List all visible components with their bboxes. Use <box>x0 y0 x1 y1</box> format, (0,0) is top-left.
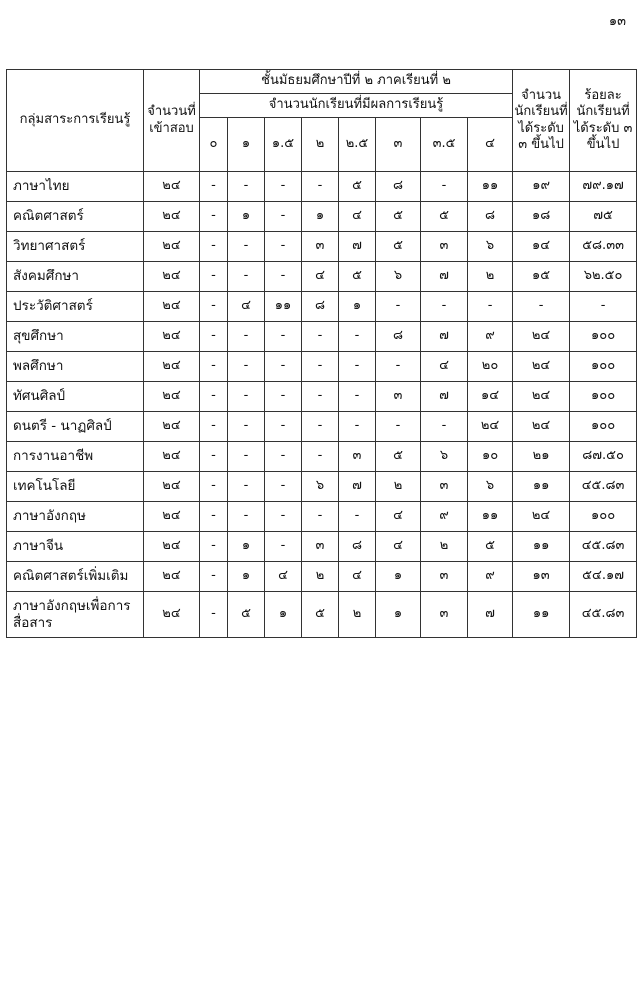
grade-cell: ๕ <box>376 442 421 472</box>
grade-cell: ๑ <box>302 202 339 232</box>
percent-level3-cell: ๔๕.๘๓ <box>570 592 637 638</box>
grade-cell: - <box>421 412 468 442</box>
percent-level3-cell: ๑๐๐ <box>570 322 637 352</box>
subject-cell: คณิตศาสตร์ <box>7 202 144 232</box>
subject-cell: ภาษาอังกฤษ <box>7 502 144 532</box>
header-grade: ๑ <box>228 118 265 172</box>
subject-cell: ภาษาไทย <box>7 172 144 202</box>
count-level3-cell: ๑๓ <box>513 562 570 592</box>
grade-cell: ๖ <box>421 442 468 472</box>
header-grade: ๒.๕ <box>339 118 376 172</box>
grade-cell: - <box>200 532 228 562</box>
header-grade: ๔ <box>468 118 513 172</box>
grade-cell: ๒๔ <box>468 412 513 442</box>
subject-cell: ดนตรี - นาฏศิลป์ <box>7 412 144 442</box>
percent-level3-cell: ๔๕.๘๓ <box>570 472 637 502</box>
table-row <box>7 472 637 502</box>
grade-cell: ๘ <box>302 292 339 322</box>
grade-cell: ๓ <box>421 562 468 592</box>
grade-cell: ๖ <box>376 262 421 292</box>
grade-cell: - <box>302 412 339 442</box>
grade-cell: ๕ <box>468 532 513 562</box>
grade-cell: - <box>228 472 265 502</box>
grade-cell: - <box>339 322 376 352</box>
grade-cell: ๘ <box>376 322 421 352</box>
header-grade-count-title: จำนวนนักเรียนที่มีผลการเรียนรู้ <box>200 94 513 118</box>
table-row <box>7 172 637 202</box>
percent-level3-cell: ๑๐๐ <box>570 502 637 532</box>
grade-cell: - <box>265 262 302 292</box>
grade-cell: ๘ <box>339 532 376 562</box>
grade-cell: ๒ <box>421 532 468 562</box>
takers-cell: ๒๔ <box>144 382 200 412</box>
takers-cell: ๒๔ <box>144 562 200 592</box>
grade-cell: - <box>421 292 468 322</box>
grade-cell: ๑ <box>228 202 265 232</box>
grade-cell: - <box>200 382 228 412</box>
percent-level3-cell: ๖๒.๕๐ <box>570 262 637 292</box>
grade-cell: ๑ <box>228 532 265 562</box>
subject-cell: สุขศึกษา <box>7 322 144 352</box>
count-level3-cell: ๒๔ <box>513 352 570 382</box>
grade-cell: ๓ <box>302 532 339 562</box>
grade-cell: ๔ <box>302 262 339 292</box>
grade-cell: ๒ <box>376 472 421 502</box>
count-level3-cell: ๑๘ <box>513 202 570 232</box>
percent-level3-cell: ๑๐๐ <box>570 352 637 382</box>
grade-cell: ๑ <box>339 292 376 322</box>
grade-cell: - <box>302 502 339 532</box>
subject-cell: เทคโนโลยี <box>7 472 144 502</box>
grade-cell: ๕ <box>339 262 376 292</box>
grade-cell: ๔ <box>376 502 421 532</box>
count-level3-cell: ๒๔ <box>513 502 570 532</box>
header-grade: ๑.๕ <box>265 118 302 172</box>
grade-cell: ๗ <box>468 592 513 638</box>
count-level3-cell: ๒๔ <box>513 382 570 412</box>
grade-cell: - <box>421 172 468 202</box>
grade-cell: ๙ <box>468 562 513 592</box>
takers-cell: ๒๔ <box>144 412 200 442</box>
count-level3-cell: ๑๑ <box>513 532 570 562</box>
count-level3-cell: - <box>513 292 570 322</box>
takers-cell: ๒๔ <box>144 352 200 382</box>
grade-cell: ๕ <box>339 172 376 202</box>
grade-cell: ๔ <box>339 202 376 232</box>
grade-cell: ๑ <box>376 562 421 592</box>
header-percent-level3: ร้อยละนักเรียนที่ได้ระดับ ๓ ขึ้นไป <box>570 70 637 172</box>
grade-cell: ๕ <box>376 202 421 232</box>
grade-cell: - <box>376 292 421 322</box>
table-row <box>7 592 637 638</box>
grade-cell: - <box>200 232 228 262</box>
takers-cell: ๒๔ <box>144 262 200 292</box>
table-row <box>7 532 637 562</box>
grade-cell: - <box>228 502 265 532</box>
takers-cell: ๒๔ <box>144 172 200 202</box>
subject-cell: สังคมศึกษา <box>7 262 144 292</box>
grade-cell: ๖ <box>468 232 513 262</box>
header-test-takers: จำนวนที่เข้าสอบ <box>144 70 200 172</box>
takers-cell: ๒๔ <box>144 532 200 562</box>
grade-cell: ๑๑ <box>265 292 302 322</box>
table-row <box>7 352 637 382</box>
grade-cell: - <box>265 322 302 352</box>
grade-cell: ๑ <box>376 592 421 638</box>
grade-cell: ๑๑ <box>468 502 513 532</box>
grade-cell: ๕ <box>421 202 468 232</box>
grade-cell: - <box>265 232 302 262</box>
header-grade: ๒ <box>302 118 339 172</box>
percent-level3-cell: ๔๕.๘๓ <box>570 532 637 562</box>
grade-cell: - <box>200 442 228 472</box>
grade-cell: - <box>200 502 228 532</box>
percent-level3-cell: ๘๗.๕๐ <box>570 442 637 472</box>
grade-cell: ๓ <box>421 472 468 502</box>
grade-cell: - <box>265 472 302 502</box>
header-level-term: ชั้นมัธยมศึกษาปีที่ ๒ ภาคเรียนที่ ๒ <box>200 70 513 94</box>
grade-cell: ๘ <box>376 172 421 202</box>
grade-cell: ๑๐ <box>468 442 513 472</box>
grade-cell: ๑๔ <box>468 382 513 412</box>
grade-cell: - <box>228 412 265 442</box>
percent-level3-cell: ๑๐๐ <box>570 382 637 412</box>
grade-cell: - <box>228 352 265 382</box>
table-row <box>7 232 637 262</box>
grade-cell: - <box>200 592 228 638</box>
grade-cell: ๔ <box>421 352 468 382</box>
grade-cell: ๙ <box>421 502 468 532</box>
takers-cell: ๒๔ <box>144 292 200 322</box>
grade-cell: - <box>302 322 339 352</box>
grade-cell: - <box>302 352 339 382</box>
subject-cell: ภาษาจีน <box>7 532 144 562</box>
table-row <box>7 202 637 232</box>
subject-cell: ภาษาอังกฤษเพื่อการสื่อสาร <box>7 592 144 638</box>
grade-cell: ๒๐ <box>468 352 513 382</box>
grade-cell: ๑ <box>228 562 265 592</box>
grade-cell: - <box>200 262 228 292</box>
grade-cell: - <box>302 382 339 412</box>
grade-cell: ๑ <box>265 592 302 638</box>
grade-cell: ๓ <box>339 442 376 472</box>
grade-cell: - <box>265 382 302 412</box>
table-row <box>7 382 637 412</box>
grade-cell: ๒ <box>302 562 339 592</box>
grade-cell: ๒ <box>339 592 376 638</box>
grade-cell: ๙ <box>468 322 513 352</box>
grade-cell: ๒ <box>468 262 513 292</box>
grade-cell: ๕ <box>228 592 265 638</box>
grade-cell: - <box>376 352 421 382</box>
subject-cell: ทัศนศิลป์ <box>7 382 144 412</box>
count-level3-cell: ๒๔ <box>513 412 570 442</box>
takers-cell: ๒๔ <box>144 442 200 472</box>
grade-cell: ๕ <box>302 592 339 638</box>
grade-cell: - <box>265 172 302 202</box>
takers-cell: ๒๔ <box>144 232 200 262</box>
table-row <box>7 262 637 292</box>
grade-cell: ๕ <box>376 232 421 262</box>
grade-cell: ๓ <box>421 232 468 262</box>
grade-cell: - <box>302 442 339 472</box>
grade-cell: - <box>228 442 265 472</box>
grade-cell: ๗ <box>421 262 468 292</box>
takers-cell: ๒๔ <box>144 202 200 232</box>
grade-cell: - <box>376 412 421 442</box>
grade-cell: - <box>265 502 302 532</box>
grade-cell: ๗ <box>339 472 376 502</box>
header-grade: ๐ <box>200 118 228 172</box>
grade-cell: - <box>339 502 376 532</box>
grade-cell: - <box>228 262 265 292</box>
count-level3-cell: ๒๑ <box>513 442 570 472</box>
percent-level3-cell: ๗๕ <box>570 202 637 232</box>
table-row <box>7 442 637 472</box>
count-level3-cell: ๑๙ <box>513 172 570 202</box>
header-subject-group: กลุ่มสาระการเรียนรู้ <box>7 70 144 172</box>
grade-cell: ๓ <box>376 382 421 412</box>
percent-level3-cell: ๗๙.๑๗ <box>570 172 637 202</box>
takers-cell: ๒๔ <box>144 472 200 502</box>
grade-cell: ๔ <box>265 562 302 592</box>
grade-cell: ๗ <box>421 322 468 352</box>
grade-cell: ๔ <box>228 292 265 322</box>
subject-cell: วิทยาศาสตร์ <box>7 232 144 262</box>
grade-cell: ๘ <box>468 202 513 232</box>
grade-cell: - <box>200 172 228 202</box>
percent-level3-cell: ๑๐๐ <box>570 412 637 442</box>
grade-cell: - <box>200 472 228 502</box>
header-grade: ๓.๕ <box>421 118 468 172</box>
subject-cell: คณิตศาสตร์เพิ่มเติม <box>7 562 144 592</box>
grade-cell: - <box>228 232 265 262</box>
count-level3-cell: ๑๑ <box>513 592 570 638</box>
table-row <box>7 292 637 322</box>
grade-cell: ๖ <box>468 472 513 502</box>
count-level3-cell: ๑๑ <box>513 472 570 502</box>
count-level3-cell: ๒๔ <box>513 322 570 352</box>
grade-cell: - <box>200 352 228 382</box>
grade-cell: - <box>265 412 302 442</box>
takers-cell: ๒๔ <box>144 322 200 352</box>
subject-cell: ประวัติศาสตร์ <box>7 292 144 322</box>
percent-level3-cell: - <box>570 292 637 322</box>
grade-cell: - <box>265 532 302 562</box>
table-row <box>7 502 637 532</box>
grade-cell: ๓ <box>302 232 339 262</box>
grade-cell: ๖ <box>302 472 339 502</box>
grade-cell: - <box>339 412 376 442</box>
count-level3-cell: ๑๕ <box>513 262 570 292</box>
grade-results-table <box>6 69 637 638</box>
grade-cell: - <box>468 292 513 322</box>
percent-level3-cell: ๕๔.๑๗ <box>570 562 637 592</box>
grade-cell: - <box>265 352 302 382</box>
grade-cell: - <box>200 562 228 592</box>
subject-cell: พลศึกษา <box>7 352 144 382</box>
grade-cell: - <box>200 202 228 232</box>
table-row <box>7 562 637 592</box>
grade-cell: - <box>228 382 265 412</box>
subject-cell: การงานอาชีพ <box>7 442 144 472</box>
grade-cell: ๓ <box>421 592 468 638</box>
percent-level3-cell: ๕๘.๓๓ <box>570 232 637 262</box>
count-level3-cell: ๑๔ <box>513 232 570 262</box>
grade-cell: - <box>265 202 302 232</box>
grade-cell: ๗ <box>421 382 468 412</box>
grade-cell: - <box>339 352 376 382</box>
grade-cell: - <box>339 382 376 412</box>
grade-cell: ๔ <box>376 532 421 562</box>
grade-cell: - <box>265 442 302 472</box>
grade-cell: - <box>200 322 228 352</box>
grade-cell: - <box>302 172 339 202</box>
table-row <box>7 322 637 352</box>
page-number: ๑๓ <box>608 14 626 29</box>
grade-cell: ๔ <box>339 562 376 592</box>
grade-cell: ๑๑ <box>468 172 513 202</box>
grade-cell: - <box>228 322 265 352</box>
takers-cell: ๒๔ <box>144 592 200 638</box>
grade-cell: ๗ <box>339 232 376 262</box>
grade-cell: - <box>200 412 228 442</box>
grade-cell: - <box>200 292 228 322</box>
header-count-level3: จำนวนนักเรียนที่ได้ระดับ ๓ ขึ้นไป <box>513 70 570 172</box>
grade-cell: - <box>228 172 265 202</box>
table-row <box>7 412 637 442</box>
header-grade: ๓ <box>376 118 421 172</box>
takers-cell: ๒๔ <box>144 502 200 532</box>
